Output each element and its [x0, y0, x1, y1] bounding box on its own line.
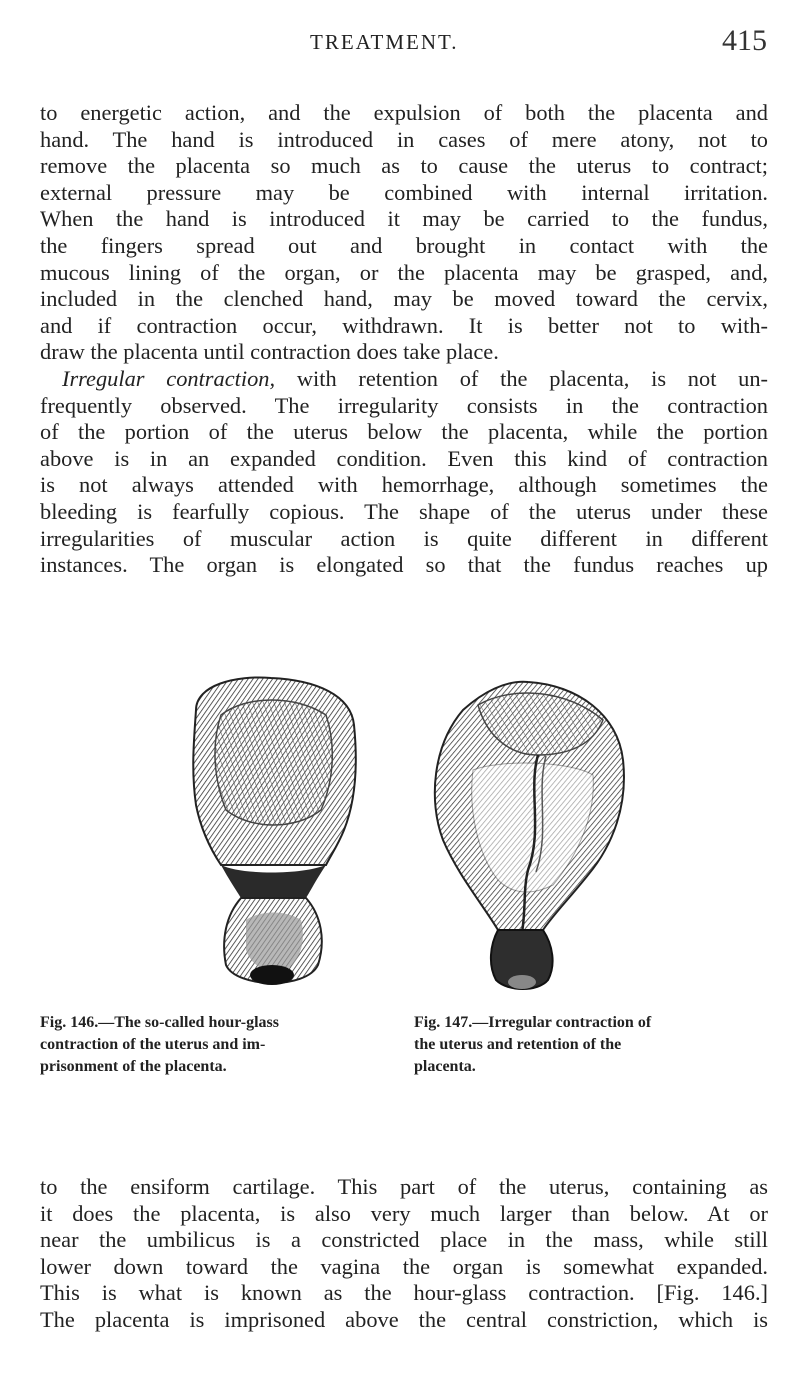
text-line: hand. The hand is introduced in cases of mere atony, not to: [40, 126, 768, 152]
page-number: 415: [722, 24, 767, 57]
text-line: lower down toward the vagina the organ is somewhat expanded.: [40, 1253, 768, 1279]
text-line: instances. The organ is elongated so that the fundus reaches up: [40, 552, 768, 578]
text-line: it does the placenta, is also very much larger than below. At or: [40, 1200, 768, 1226]
text-fragment: with retention of the placenta, is not un-: [275, 365, 769, 391]
text-line: above is in an expanded condition. Even this kind of contraction: [40, 445, 768, 471]
running-head: TREATMENT.: [310, 30, 459, 54]
caption-line: Fig. 146.—The so-called hour-glass: [40, 1014, 279, 1031]
text-line: irregularities of muscular action is quite different in different: [40, 525, 768, 551]
body-paragraph-1: [40, 100, 768, 579]
figure-147-illustration: [418, 670, 633, 995]
caption-line: the uterus and retention of the: [414, 1036, 622, 1053]
text-line: [40, 366, 768, 393]
text-line: bleeding is fearfully copious. The shape of the uterus under these: [40, 498, 768, 524]
figure-146-illustration: [166, 670, 376, 995]
caption-line: contraction of the uterus and im-: [40, 1036, 266, 1053]
text-line: included in the clenched hand, may be moved toward the cervix,: [40, 286, 768, 312]
text-line: This is what is known as the hour-glass contraction. [Fig. 146.]: [40, 1280, 768, 1306]
text-line: near the umbilicus is a constricted place in the mass, while still: [40, 1227, 768, 1253]
caption-line: Fig. 147.—Irregular contraction of: [414, 1014, 652, 1031]
body-paragraph-2: [40, 1174, 768, 1334]
caption-line: placenta.: [414, 1058, 476, 1075]
text-line: When the hand is introduced it may be carried to the fundus,: [40, 206, 768, 232]
caption-line: prisonment of the placenta.: [40, 1058, 227, 1075]
italic-term: Irregular contraction,: [62, 365, 276, 391]
text-line: is not always attended with hemorrhage, although sometimes the: [40, 472, 768, 498]
text-line: external pressure may be combined with internal irritation.: [40, 179, 768, 205]
text-line: and if contraction occur, withdrawn. It is better not to with-: [40, 312, 768, 338]
figure-147-caption: [414, 1012, 774, 1078]
page-header: [0, 24, 801, 70]
text-line: The placenta is imprisoned above the central constriction, which is: [40, 1306, 768, 1332]
text-line: remove the placenta so much as to cause the uterus to contract;: [40, 153, 768, 179]
figure-146-caption: [40, 1012, 380, 1078]
text-line: the fingers spread out and brought in contact with the: [40, 232, 768, 258]
text-line: to energetic action, and the expulsion of both the placenta and: [40, 100, 768, 125]
text-line: of the portion of the uterus below the placenta, while the portion: [40, 419, 768, 445]
text-line: draw the placenta until contraction does take place.: [40, 339, 499, 365]
text-line: frequently observed. The irregularity consists in the contraction: [40, 392, 768, 418]
text-line: mucous lining of the organ, or the placenta may be grasped, and,: [40, 259, 768, 285]
text-line: to the ensiform cartilage. This part of the uterus, containing as: [40, 1174, 768, 1199]
